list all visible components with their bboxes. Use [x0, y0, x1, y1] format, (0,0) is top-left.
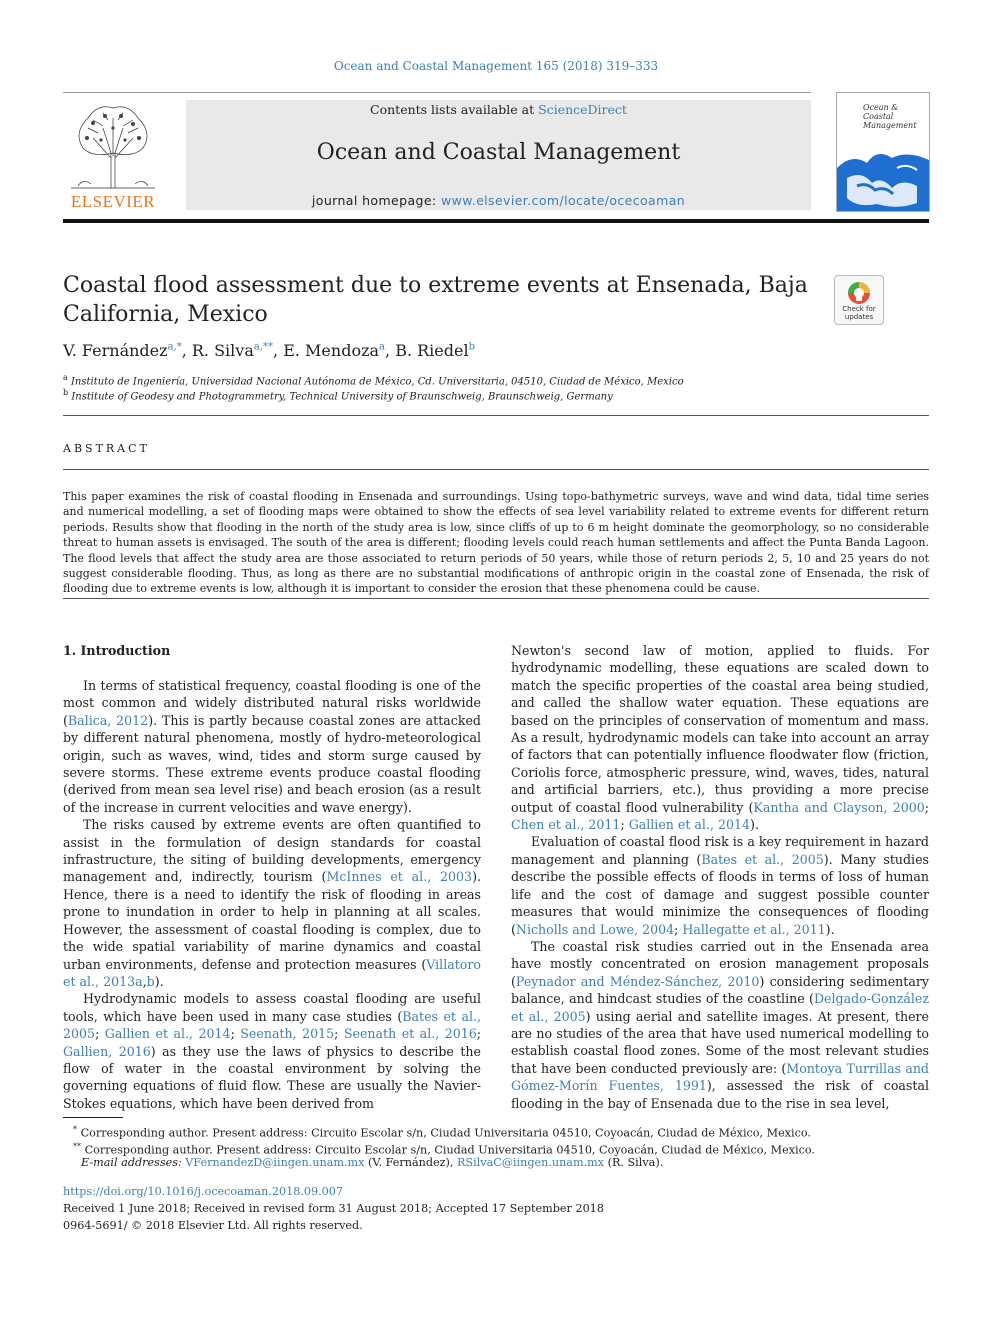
copyright: 0964-5691/ © 2018 Elsevier Ltd. All rights reserved.: [63, 1219, 363, 1232]
cover-globe-icon: [837, 148, 929, 211]
affiliation-b: $^b$ Institute of Geodesy and Photogrammetry, Technical University of Braunschweig, Braunschweig, Germany: [63, 388, 613, 403]
crossmark-label: Check for updates: [842, 305, 876, 321]
paragraph: Newton's second law of motion, applied to fluids. For hydrodynamic modelling, these equations are scaled down to match the specific properties of the coastal area being studied, and called the shallow water equation. These equations are based on the principles of conservation of momentum and mass. As a result, hydrodynamic models can take into account an array of factors that can potentially influence floodwater flow (friction, Coriolis force, atmospheric pressure, wind, waves, tides, natural and artificial barriers, etc.), thus providing a more precise output of coastal flood vulnerability (Kantha and Clayson, 2000; Chen et al., 2011; Gallien et al., 2014).: [511, 643, 929, 833]
paragraph: The coastal risk studies carried out in the Ensenada area have mostly concentrated on erosion management proposals (Peynador and Méndez-Sánchez, 2010) considering sedimentary balance, and hindcast studies of the coastline (Delgado-González et al., 2005) using aerial and satellite images. At present, there are no studies of the area that have used numerical modelling to establish coastal flood zones. Some of the most relevant studies that have been conducted previously are: (Montoya Turrillas and Gómez-Morín Fuentes, 1991), assessed the risk of coastal flooding in the bay of Ensenada due to the rise in sea level,: [511, 938, 929, 1111]
abstract-text: This paper examines the risk of coastal flooding in Ensenada and surroundings. Using topo-bathymetric surveys, wave and wind data, tidal time series and numerical modelling, a set of flooding maps were obtained to show the effects of sea level variability related to extreme events for different return periods. Results show that flooding in the north of the study area is low, since cliffs of up to 6 m height dominate the geomorphology, so no considerable threat to human assets is envisaged. The south of the area is different; flooding levels could reach human settlements and affect the Punta Banda Lagoon. The flood levels that affect the study area are those associated to return periods of 50 years, while those of return periods 2, 5, 10 and 25 years do not suggest considerable flooding. Thus, as long as there are no substantial modifications of anthropic origin in the coastal zone of Ensenada, the risk of flooding due to extreme events is low, although it is important to consider the erosion that these phenomena could be cause.: [63, 490, 929, 596]
citation-link[interactable]: Nicholls and Lowe, 2004: [515, 921, 675, 937]
journal-cover-thumbnail[interactable]: [836, 92, 930, 212]
email-link[interactable]: RSilvaC@iingen.unam.mx: [457, 1156, 605, 1169]
citation-link[interactable]: Montoya Turrillas and Gómez-Morín Fuentes, 1991: [511, 1060, 929, 1094]
citation-link[interactable]: Gallien, 2016: [63, 1043, 151, 1059]
citation-link[interactable]: McInnes et al., 2003: [326, 869, 473, 885]
divider: [63, 469, 929, 470]
abstract-heading: ABSTRACT: [63, 442, 150, 455]
contents-line: [186, 102, 811, 117]
header-rule: [63, 92, 811, 93]
elsevier-wordmark[interactable]: ELSEVIER: [70, 192, 156, 211]
citation-link[interactable]: Bates et al., 2005: [63, 1008, 481, 1042]
citation-link[interactable]: Delgado-González et al., 2005: [511, 991, 929, 1024]
divider: [63, 598, 929, 599]
homepage-link[interactable]: www.elsevier.com/locate/ocecoaman: [440, 193, 686, 208]
footnote-rule: [63, 1117, 123, 1118]
citation-link[interactable]: Kantha and Clayson, 2000: [753, 799, 925, 815]
citation-link[interactable]: Hallegatte et al., 2011: [682, 921, 826, 937]
citation-link[interactable]: Seenath, 2015: [240, 1026, 335, 1042]
citation-link[interactable]: Bates et al., 2005: [701, 851, 824, 867]
email-link[interactable]: VFernandezD@iingen.unam.mx: [185, 1156, 365, 1169]
author-name[interactable]: V. Fernández: [63, 341, 168, 360]
affiliation-a: $^a$ Instituto de Ingeniería, Universidad Nacional Autónoma de México, Cd. Universitaria, 04510, Ciudad de México, Mexico: [63, 373, 684, 388]
footnote-2: ** Corresponding author. Present address: Circuito Escolar s/n, Ciudad Universitaria 04510, Coyoacán, Ciudad de México, Mexico.: [73, 1142, 815, 1157]
right-column: [511, 642, 929, 1112]
divider: [63, 415, 929, 416]
citation-link[interactable]: Balica, 2012: [67, 712, 149, 728]
author-list: V. Fernández$^{a,*}$, R. Silva$^{a,**}$, E. Mendoza$^a$, B. Riedel$^b$: [63, 341, 475, 360]
publication-info: [63, 1183, 604, 1234]
homepage-prefix: journal homepage:: [311, 193, 441, 208]
paragraph: In terms of statistical frequency, coastal flooding is one of the most common and widely distributed natural risks worldwide (Balica, 2012). This is partly because coastal zones are attacked by different natural phenomena, mostly of hydro-meteorological origin, such as waves, wind, tides and storm surge caused by severe storms. These extreme events produce coastal flooding (derived from mean sea level rise) and beach erosion (as a result of the increase in current velocities and wave energy).: [63, 678, 481, 815]
doi-link[interactable]: https://doi.org/10.1016/j.ocecoaman.2018.09.007: [63, 1185, 344, 1198]
email-footnote: E-mail addresses: VFernandezD@iingen.unam.mx (V. Fernández), RSilvaC@iingen.unam.mx (R. Silva).: [81, 1156, 664, 1169]
citation-link[interactable]: Villatoro et al., 2013a: [63, 956, 481, 989]
footnote-1: * Corresponding author. Present address: Circuito Escolar s/n, Ciudad Universitaria 04510, Coyoacán, Ciudad de México, Mexico.: [73, 1125, 811, 1140]
author-affiliation-mark[interactable]: a,*: [167, 341, 182, 353]
citation-link[interactable]: Seenath et al., 2016: [343, 1026, 477, 1042]
citation-link[interactable]: Gallien et al., 2014: [104, 1026, 231, 1042]
citation-link[interactable]: Chen et al., 2011: [511, 817, 621, 833]
section-heading: 1. Introduction: [63, 643, 171, 658]
author-name[interactable]: R. Silva: [191, 341, 254, 360]
journal-reference[interactable]: Ocean and Coastal Management 165 (2018) 319–333: [333, 59, 659, 73]
header-thick-rule: [63, 219, 929, 223]
sciencedirect-link[interactable]: ScienceDirect: [538, 102, 627, 117]
left-column: [63, 677, 481, 1112]
author-name[interactable]: E. Mendoza: [283, 341, 380, 360]
citation-link[interactable]: Gallien et al., 2014: [628, 817, 751, 833]
paragraph: Hydrodynamic models to assess coastal flooding are useful tools, which have been used in many case studies (Bates et al., 2005; Gallien et al., 2014; Seenath, 2015; Seenath et al., 2016; Gallien, 2016) as they use the laws of physics to describe the flow of water in the coastal environment by solving the governing equations of fluid flow. These are usually the Navier-Stokes equations, which have been derived from: [63, 991, 482, 1111]
crossmark-icon: [847, 281, 871, 305]
elsevier-tree-icon: [63, 98, 163, 192]
check-for-updates-badge[interactable]: [834, 275, 884, 325]
citation-link[interactable]: Peynador and Méndez-Sánchez, 2010: [515, 973, 760, 989]
journal-homepage: [186, 193, 811, 208]
cover-title: Ocean & Coastal Management: [863, 103, 917, 130]
received-dates: Received 1 June 2018; Received in revised form 31 August 2018; Accepted 17 September 2018: [63, 1202, 604, 1215]
article-title: Coastal flood assessment due to extreme events at Ensenada, Baja California, Mexico: [63, 273, 808, 327]
contents-prefix: Contents lists available at: [370, 102, 539, 117]
elsevier-logo[interactable]: [63, 98, 163, 192]
author-name[interactable]: B. Riedel: [395, 341, 469, 360]
author-affiliation-mark[interactable]: a: [379, 341, 386, 353]
journal-name: Ocean and Coastal Management: [316, 140, 681, 165]
author-affiliation-mark[interactable]: b: [468, 341, 475, 353]
citation-link[interactable]: b: [146, 973, 155, 989]
paragraph: The risks caused by extreme events are often quantified to assist in the formulation of design standards for coastal infrastructure, the siting of building developments, emergency management and, indirectly, tourism (McInnes et al., 2003). Hence, there is a need to identify the risk of flooding in areas prone to inundation in order to help in planning at all scales. However, the assessment of coastal flooding is complex, due to the wide spatial variability of marine dynamics and coastal urban environments, defense and protection measures (Villatoro et al., 2013a,b).: [63, 817, 481, 989]
paragraph: Evaluation of coastal flood risk is a key requirement in hazard management and planning (Bates et al., 2005). Many studies describe the possible effects of floods in terms of loss of human life and the cost of damage and suggest possible counter measures that would minimize the consequences of flooding (Nicholls and Lowe, 2004; Hallegatte et al., 2011).: [511, 834, 929, 937]
author-affiliation-mark[interactable]: a,**: [253, 341, 274, 353]
